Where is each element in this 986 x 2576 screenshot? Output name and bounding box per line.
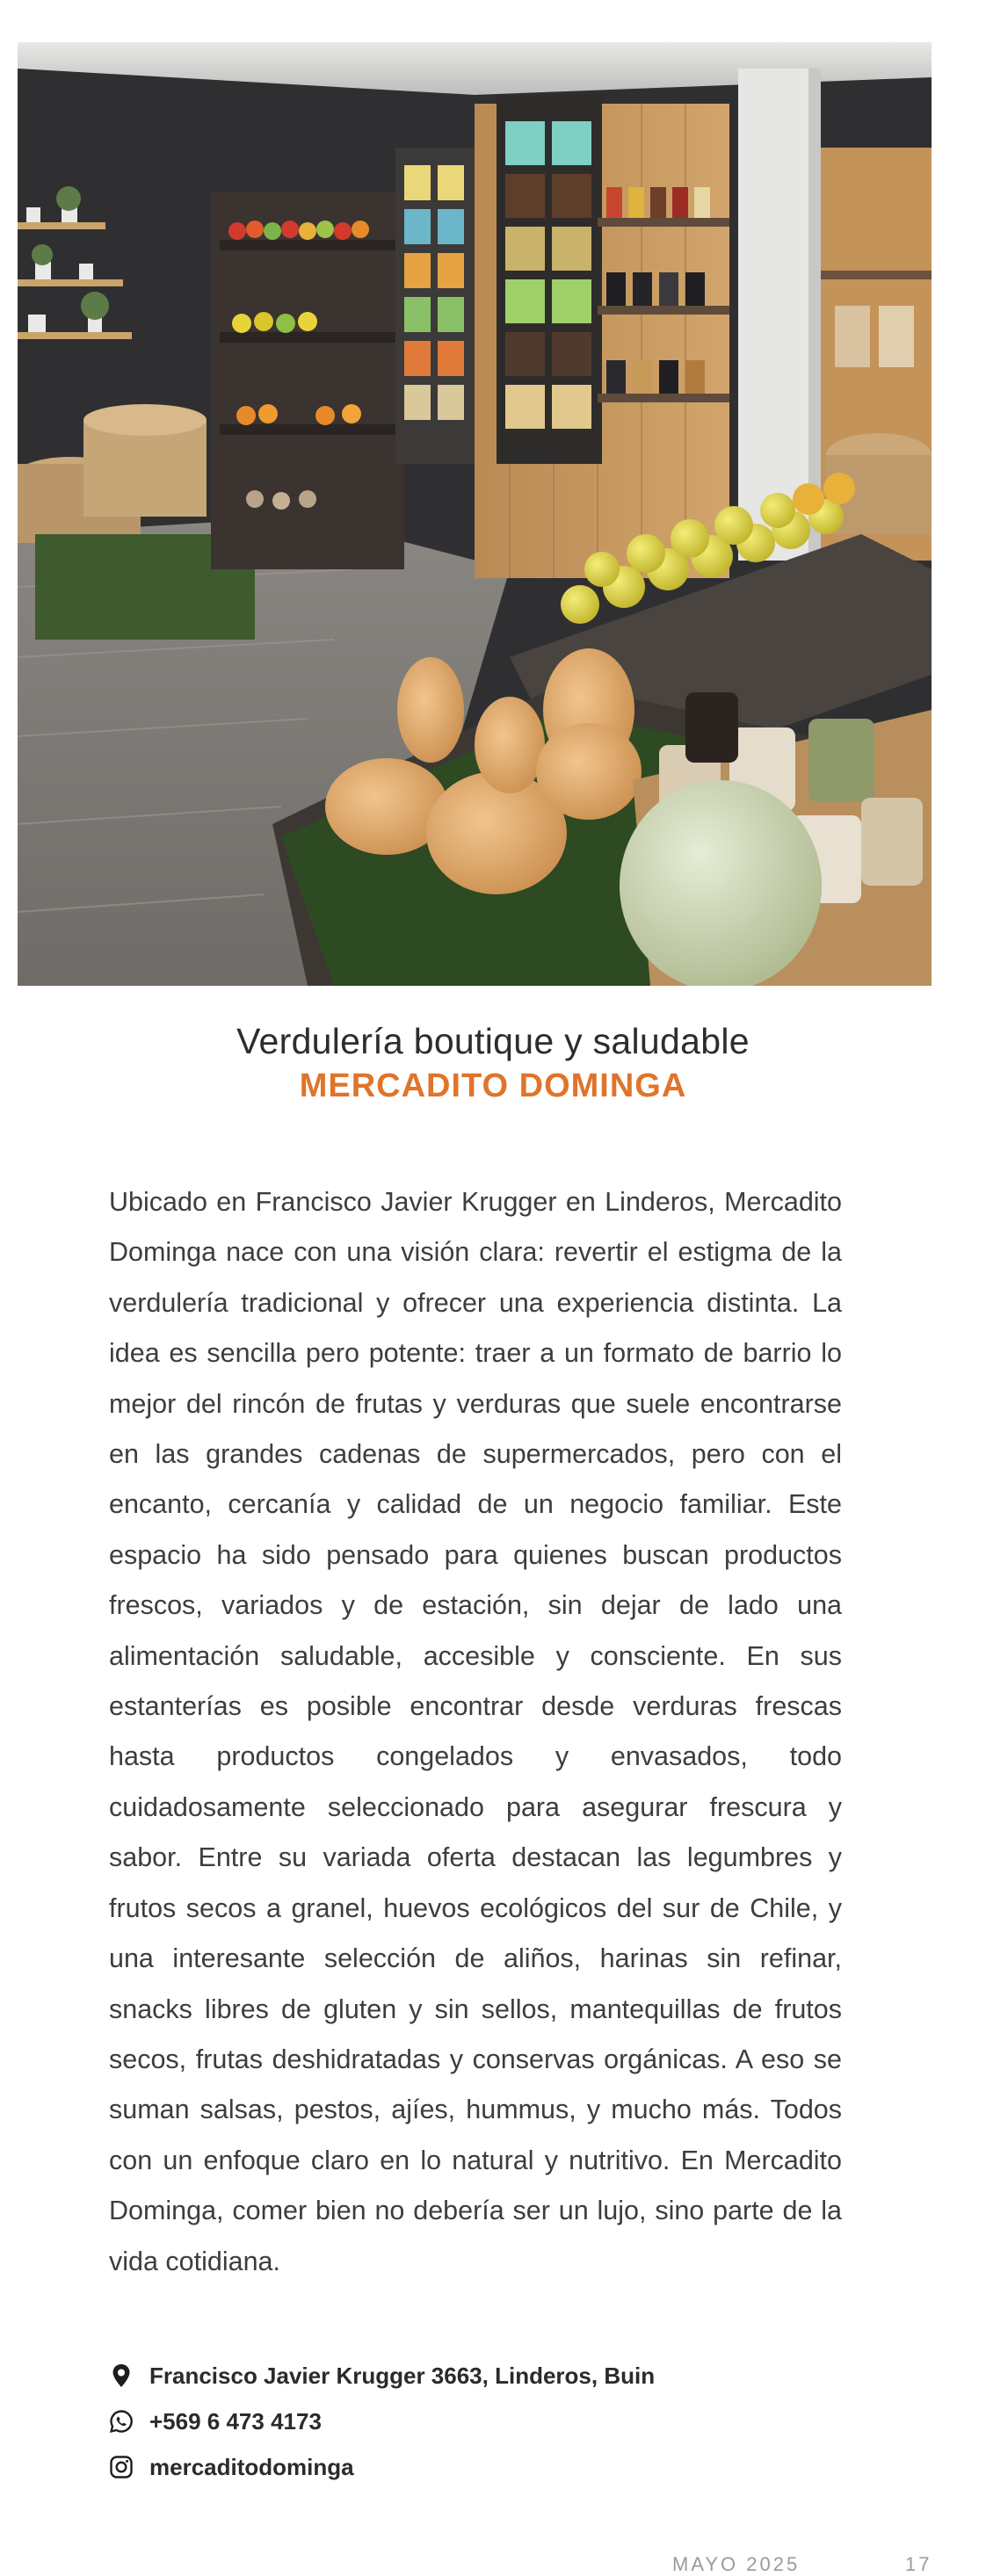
instagram-icon — [109, 2455, 134, 2479]
contact-instagram — [109, 2449, 812, 2485]
address-text: Francisco Javier Krugger 3663, Linderos, Buin — [149, 2362, 656, 2389]
page-number: 17 — [905, 2553, 932, 2575]
store-photo — [18, 42, 932, 986]
location-pin-icon — [109, 2363, 134, 2388]
article-subtitle: Verdulería boutique y saludable — [236, 1021, 750, 1061]
article-title: MERCADITO DOMINGA — [299, 1067, 687, 1104]
whatsapp-icon — [109, 2409, 134, 2434]
contact-phone — [109, 2404, 812, 2439]
store-interior-illustration — [18, 42, 932, 986]
phone-text: +569 6 473 4173 — [149, 2407, 322, 2435]
article-body: Ubicado en Francisco Javier Krugger en Linderos, Mercadito Dominga nace con una visión clara: revertir el estigma de la verdulería tradicional y ofrecer una experiencia distinta. La idea es sencilla pero potente: traer a un formato de barrio lo mejor del rincón de frutas y verduras que suele encontrarse en las grandes cadenas de supermercados, pero con el encanto, cercanía y calidad de un negocio familiar. Este espacio ha sido pensado para quienes buscan productos frescos, variados y de estación, sin dejar de lado una alimentación saludable, accesible y consciente. En sus estanterías es posible encontrar desde verduras frescas hasta productos congelados y envasados, todo cuidadosamente seleccionado para asegurar frescura y sabor. Entre su variada oferta destacan las legumbres y frutos secos a granel, huevos ecológicos del sur de Chile, y una interesante selección de aliños, harinas sin refinar, snacks libres de gluten y sin sellos, mantequillas de frutos secos, frutas deshidratadas y conservas orgánicas. A eso se suman salsas, pestos, ajíes, hummus, y mucho más. Todos con un enfoque claro en lo natural y nutritivo. En Mercadito Dominga, comer bien no debería ser un lujo, sino parte de la vida cotidiana. — [109, 1187, 842, 2276]
contact-address — [109, 2358, 812, 2393]
instagram-handle: mercaditodominga — [149, 2453, 354, 2480]
footer-month: MAYO 2025 — [672, 2553, 801, 2575]
